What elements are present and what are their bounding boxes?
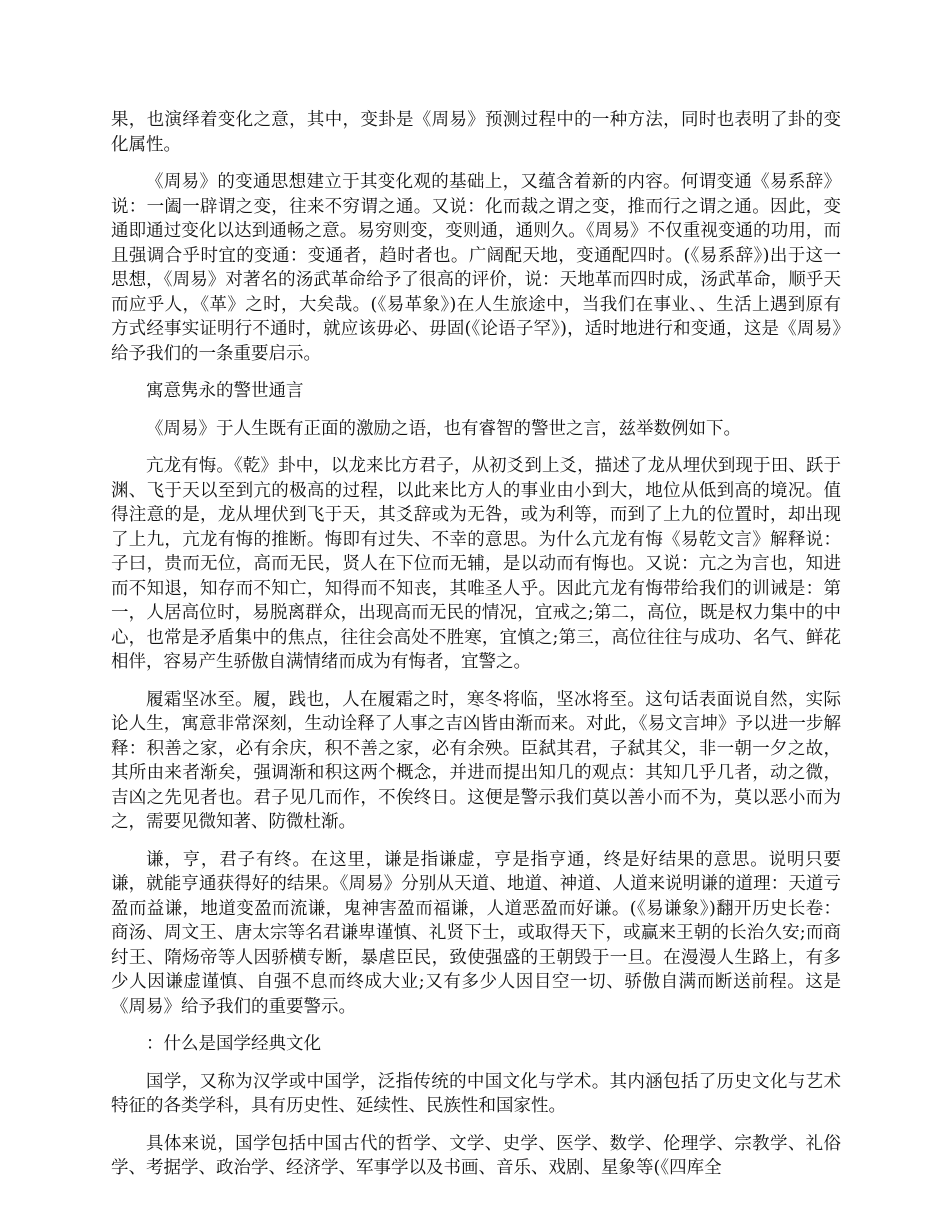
paragraph-guoxue-definition: 国学，又称为汉学或中国学，泛指传统的中国文化与学术。其内涵包括了历史文化与艺术特征的各类学科，具有历史性、延续性、民族性和国家性。 [111,1071,841,1116]
section-heading-jingshi: 寓意隽永的警世通言 [146,381,304,401]
document-body [111,108,841,1194]
paragraph-biantong: 《周易》的变通思想建立于其变化观的基础上，又蕴含着新的内容。何谓变通《易系辞》说：一阖一辟谓之变，往来不穷谓之通。又说：化而裁之谓之变，推而行之谓之通。因此，变通即通过变化以达到通畅之意。易穷则变，变则通，通则久。《周易》不仅重视变通的功用，而且强调合乎时宜的变通：变通者，趋时者也。广阔配天地，变通配四时。(《易系辞》)出于这一思想，《周易》对著名的汤武革命给予了很高的评价，说：天地革而四时成，汤武革命，顺乎天而应乎人，《革》之时，大矣哉。(《易革象》)在人生旅途中，当我们在事业、、生活上遇到原有方式经事实证明行不通时，就应该毋必、毋固(《论语子罕》)，适时地进行和变通，这是《周易》给予我们的一条重要启示。 [111,172,841,364]
paragraph-qian: 谦，亨，君子有终。在这里，谦是指谦虚，亨是指亨通，终是好结果的意思。说明只要谦，就能亨通获得好的结果。《周易》分别从天道、地道、神道、人道来说明谦的道理：天道亏盈而益谦，地道变盈而流谦，鬼神害盈而福谦，人道恶盈而好谦。(《易谦象》)翻开历史长卷：商汤、周文王、唐太宗等名君谦卑谨慎、礼贤下士，或取得天下，或赢来王朝的长治久安;而商纣王、隋炀帝等人因骄横专断，暴虐臣民，致使强盛的王朝毁于一旦。在漫漫人生路上，有多少人因谦虚谨慎、自强不息而终成大业;又有多少人因目空一切、骄傲自满而断送前程。这是《周易》给予我们的重要警示。 [111,849,841,1017]
paragraph-lvshuang: 履霜坚冰至。履，践也，人在履霜之时，寒冬将临，坚冰将至。这句话表面说自然，实际论人生，寓意非常深刻，生动诠释了人事之吉凶皆由渐而来。对此，《易文言坤》予以进一步解释：积善之家，必有余庆，积不善之家，必有余殃。臣弑其君，子弑其父，非一朝一夕之故，其所由来者渐矣，强调渐和积这两个概念，并进而提出知几的观点：其知几乎几者，动之微，吉凶之先见者也。君子见几而作，不俟终日。这便是警示我们莫以善小而不为，莫以恶小而为之，需要见微知著、防微杜渐。 [111,689,841,832]
paragraph-guoxue-scope: 具体来说，国学包括中国古代的哲学、文学、史学、医学、数学、伦理学、宗教学、礼俗学、考据学、政治学、经济学、军事学以及书画、音乐、戏剧、星象等(《四库全 [111,1133,841,1178]
section-heading-guoxue: ：什么是国学经典文化 [146,1034,321,1054]
paragraph-kanglong: 亢龙有悔。《乾》卦中，以龙来比方君子，从初爻到上爻，描述了龙从埋伏到现于田、跃于渊、飞于天以至到亢的极高的过程，以此来比方人的事业由小到大，地位从低到高的境况。值得注意的是，龙从埋伏到飞于天，其爻辞或为无咎，或为利等，而到了上九的位置时，却出现了上九，亢龙有悔的推断。悔即有过失、不幸的意思。为什么亢龙有悔《易乾文言》解释说：子曰，贵而无位，高而无民，贤人在下位而无辅，是以动而有悔也。又说：亢之为言也，知进而不知退，知存而不知亡，知得而不知丧，其唯圣人乎。因此亢龙有悔带给我们的训诫是：第一，人居高位时，易脱离群众，出现高而无民的情况，宜戒之;第二，高位，既是权力集中的中心，也常是矛盾集中的焦点，往往会高处不胜寒，宜慎之;第三，高位往往与成功、名气、鲜花相伴，容易产生骄傲自满情绪而成为有悔者，宜警之。 [111,456,841,672]
paragraph-continuation: 果，也演绎着变化之意，其中，变卦是《周易》预测过程中的一种方法，同时也表明了卦的变化属性。 [111,110,841,155]
paragraph-intro-jingshi: 《周易》于人生既有正面的激励之语，也有睿智的警世之言，兹举数例如下。 [146,418,741,439]
